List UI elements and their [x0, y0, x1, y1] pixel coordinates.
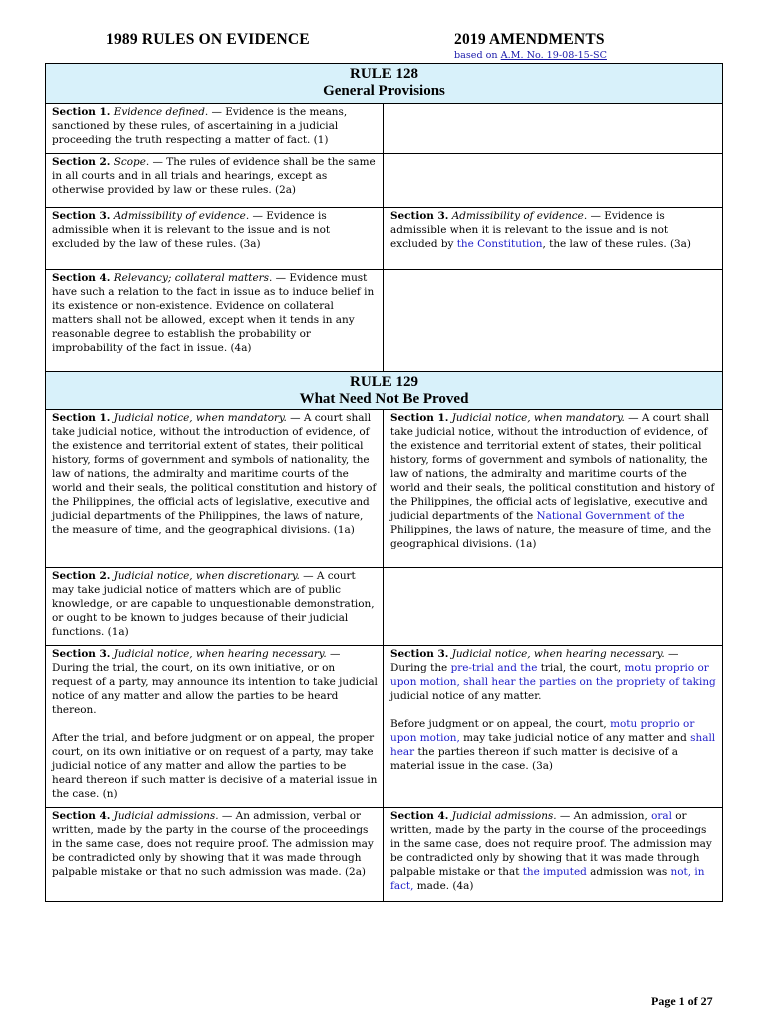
section-body: Before judgment or on appeal, the court, — [390, 718, 611, 730]
table-row — [46, 646, 723, 808]
header-right-title: 2019 AMENDMENTS — [454, 31, 605, 48]
page-number: Page 1 of 27 — [651, 994, 713, 1008]
r129-s3-new-cell — [384, 646, 723, 808]
section-body: — A court shall take judicial notice, without the introduction of evidence, of the existence and territorial extent of states, their political history, forms of government and symbols of nationality, the law of nations, the admiralty and maritime courts of the world and their seals, the political constitution and history of the Philippines, the official acts of legislative, executive and judicial departments of the Philippines, the laws of nature, the measure of time, and the geographical divisions. (1a) — [52, 412, 377, 536]
section-body: Philippines, the laws of nature, the measure of time, and the geographical divisions. (1a) — [390, 524, 712, 550]
r129-s2-old-cell — [46, 568, 384, 646]
rule-129-title: What Need Not Be Proved — [299, 391, 469, 407]
section-body: , the law of these rules. (3a) — [542, 238, 691, 250]
amended-text: the imputed — [522, 866, 587, 878]
section-number: Section 2. — [52, 156, 111, 168]
section-body: — A court may take judicial notice of matters which are of public knowledge, or are capable to unquestionable demonstration, or ought to be known to judges because of their judicial functions. (1a) — [52, 570, 375, 638]
rule-129-heading-row — [46, 372, 723, 410]
r128-s4-old-cell — [46, 270, 384, 372]
section-body: — During the trial, the court, on its own initiative, or on request of a party, may announce its intention to take judicial notice of any matter and allow the parties to be heard thereon. — [52, 648, 378, 716]
section-number: Section 1. — [52, 412, 111, 424]
section-body: or written, made by the party in the course of the proceedings in the same case, does not require proof. The admission may be contradicted only by showing that it was made through palpable mistake or that — [390, 810, 712, 878]
section-body: — An admission, — [556, 810, 652, 822]
r129-s1-new-cell — [384, 410, 723, 568]
rule-128-title: General Provisions — [323, 83, 445, 99]
section-body: the parties thereon if such matter is decisive of a material issue in the case. (3a) — [390, 746, 679, 772]
section-title: Admissibility of evidence. — [451, 210, 588, 222]
section-number: Section 1. — [52, 106, 111, 118]
rule-128-heading-row — [46, 64, 723, 104]
r129-s3-old-cell — [46, 646, 384, 808]
section-title: Evidence defined. — [113, 106, 209, 118]
amended-text: oral — [651, 810, 672, 822]
section-title: Judicial admissions. — [113, 810, 219, 822]
section-body: judicial notice of any matter. — [390, 690, 542, 702]
section-title: Judicial notice, when mandatory. — [113, 412, 287, 424]
r129-s2-new-cell — [384, 568, 723, 646]
section-body: — Evidence must have such a relation to the fact in issue as to induce belief in its existence or non-existence. Evidence on collateral matters shall not be allowed, except when it tends in any reasonable degree to establish the probability or improbability of the fact in issue. (4a) — [52, 272, 375, 354]
section-body: — Evidence is the means, sanctioned by these rules, of ascertaining in a judicial proceeding the truth respecting a matter of fact. (1) — [52, 106, 348, 146]
section-title: Scope. — [113, 156, 150, 168]
rule-129-number: RULE 129 — [350, 374, 418, 390]
amended-text: National Government of the — [536, 510, 685, 522]
section-body: admission was — [586, 866, 671, 878]
rule-128-number: RULE 128 — [350, 66, 418, 82]
r128-s1-new-cell — [384, 104, 723, 154]
section-number: Section 3. — [52, 210, 111, 222]
section-title: Judicial notice, when mandatory. — [451, 412, 625, 424]
r129-s4-new-cell — [384, 808, 723, 902]
section-title: Admissibility of evidence. — [113, 210, 250, 222]
table-row — [46, 104, 723, 154]
r128-s4-new-cell — [384, 270, 723, 372]
section-number: Section 3. — [390, 210, 449, 222]
r128-s2-old-cell — [46, 154, 384, 208]
amended-text: shall hear — [390, 732, 716, 758]
header-source-note — [454, 50, 607, 61]
section-number: Section 2. — [52, 570, 111, 582]
table-row — [46, 568, 723, 646]
section-title: Judicial notice, when discretionary. — [113, 570, 300, 582]
r129-s1-old-cell — [46, 410, 384, 568]
rule-128-heading — [46, 64, 723, 104]
section-number: Section 3. — [390, 648, 449, 660]
section-body: — A court shall take judicial notice, without the introduction of evidence, of the existence and territorial extent of states, their political history, forms of government and symbols of nationality, the law of nations, the admiralty and maritime courts of the world and their seals, the political constitution and history of the Philippines, the official acts of legislative, executive and judicial departments of the — [390, 412, 715, 522]
rule-129-heading — [46, 372, 723, 410]
header-left-title: 1989 RULES ON EVIDENCE — [106, 31, 310, 48]
table-row — [46, 808, 723, 902]
amended-text: the Constitution — [456, 238, 543, 250]
based-on-label: based on — [454, 50, 498, 61]
section-number: Section 4. — [52, 810, 111, 822]
section-title: Judicial notice, when hearing necessary. — [451, 648, 665, 660]
r128-s2-new-cell — [384, 154, 723, 208]
section-title: Judicial admissions. — [451, 810, 557, 822]
r128-s3-old-cell — [46, 208, 384, 270]
amended-text: not, in fact, — [390, 866, 705, 892]
section-body: — During the — [390, 648, 679, 674]
table-row — [46, 270, 723, 372]
section-number: Section 3. — [52, 648, 111, 660]
section-number: Section 4. — [52, 272, 111, 284]
r128-s3-new-cell — [384, 208, 723, 270]
section-body: made. (4a) — [413, 880, 474, 892]
amended-text: motu proprio or upon motion, shall hear the parties on the propriety of taking — [390, 662, 716, 688]
section-body: — An admission, verbal or written, made by the party in the course of the proceedings in the same case, does not require proof. The admission may be contradicted only by showing that it was made through palpable mistake or that no such admission was made. (2a) — [52, 810, 374, 878]
section-number: Section 4. — [390, 810, 449, 822]
r128-s1-old-cell — [46, 104, 384, 154]
section-body: — Evidence is admissible when it is relevant to the issue and is not excluded by the law of these rules. (3a) — [52, 210, 331, 250]
section-paragraph: After the trial, and before judgment or on appeal, the proper court, on its own initiative or on request of a party, may take judicial notice of any matter and allow the parties to be heard thereon if such matter is decisive of a material issue in the case. (n) — [52, 732, 378, 800]
table-row — [46, 410, 723, 568]
amended-text: pre-trial and the — [450, 662, 538, 674]
section-title: Relevancy; collateral matters. — [113, 272, 273, 284]
section-paragraph — [390, 717, 717, 773]
section-number: Section 1. — [390, 412, 449, 424]
source-link[interactable]: A.M. No. 19-08-15-SC — [500, 50, 607, 61]
table-row — [46, 154, 723, 208]
table-row — [46, 208, 723, 270]
comparison-table — [45, 63, 723, 902]
section-body: trial, the court, — [537, 662, 625, 674]
section-body: may take judicial notice of any matter and — [459, 732, 691, 744]
r129-s4-old-cell — [46, 808, 384, 902]
section-body: — The rules of evidence shall be the same in all courts and in all trials and hearings, except as otherwise provided by law or these rules. (2a) — [52, 156, 376, 196]
amended-text: motu proprio or upon motion, — [390, 718, 695, 744]
section-body: — Evidence is admissible when it is relevant to the issue and is not excluded by — [390, 210, 669, 250]
section-title: Judicial notice, when hearing necessary. — [113, 648, 327, 660]
